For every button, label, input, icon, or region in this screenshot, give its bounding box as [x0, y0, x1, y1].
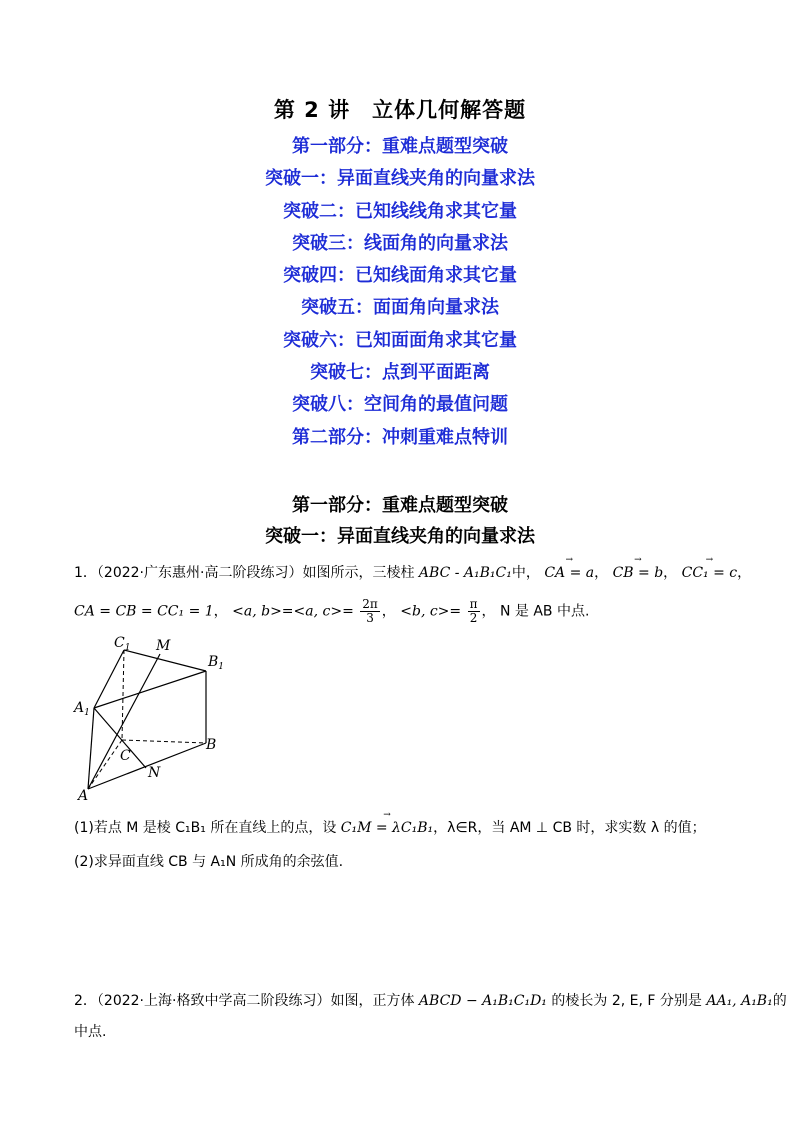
fraction-2pi-over-3 [360, 598, 380, 625]
frac-den: 3 [366, 611, 374, 626]
q1-zhong: 中， [511, 565, 540, 581]
toc-item-breakthrough-1[interactable]: 突破一：异面直线夹角的向量求法 [265, 168, 535, 189]
hidden-edge-c-b [122, 740, 206, 743]
toc-item-breakthrough-6[interactable]: 突破六：已知面面角求其它量 [283, 330, 517, 351]
edge-a1-a [88, 708, 94, 789]
q1-line-1 [74, 562, 751, 582]
q2-text: 的棱长为 2, E, F 分别是 [551, 993, 702, 1009]
q1-comma: ， [213, 603, 228, 620]
q2-line-2: 中点. [74, 1024, 107, 1040]
q1-line-2 [74, 598, 589, 625]
q2-source: （2022·上海·格致中学高二阶段练习）如图，正方体 [96, 993, 415, 1009]
label-n: N [148, 765, 161, 781]
fraction-pi-over-2 [468, 598, 480, 625]
q2-edges: AA₁, A₁B₁ [706, 993, 773, 1009]
toc-item-breakthrough-7[interactable]: 突破七：点到平面距离 [310, 362, 490, 383]
label-m: M [156, 638, 171, 654]
label-c1: $C_1$ [114, 636, 131, 653]
toc-item-part-two[interactable]: 第二部分：冲刺重难点特训 [292, 427, 508, 448]
frac-num: 2π [362, 597, 378, 611]
frac-num: π [469, 597, 478, 611]
edge-a-b [88, 743, 206, 789]
q1-vector-b: → CB = b [613, 565, 664, 581]
q2-text-tail: 的 [772, 993, 787, 1009]
label-b1: $B_1$ [208, 654, 225, 672]
toc-item-breakthrough-5[interactable]: 突破五：面面角向量求法 [301, 297, 499, 318]
q1-comma: ， [663, 565, 678, 581]
q2-line-1 [74, 990, 787, 1010]
q1-number: 1． [74, 565, 97, 581]
label-a: A [78, 788, 89, 804]
q1-vector-c: → CC₁ = c [682, 565, 738, 581]
q1-comma: ， [481, 603, 496, 620]
q1-comma: ， [594, 565, 609, 581]
label-a1: $A_1$ [74, 700, 90, 718]
q1-comma: ， [381, 603, 396, 620]
q1-n-midpoint: N 是 AB 中点. [499, 603, 590, 620]
q1-part-1 [74, 817, 706, 837]
prism-figure [70, 636, 230, 806]
toc-item-breakthrough-4[interactable]: 突破四：已知线面角求其它量 [283, 265, 517, 286]
q1-angle-ab-ac: <a, b>=<a, c>= [232, 603, 354, 620]
q1-vector-a: → CA = a [544, 565, 594, 581]
q1-part1-text: (1)若点 M 是棱 C₁B₁ 所在直线上的点，设 [74, 820, 341, 836]
q2-number: 2． [74, 993, 97, 1009]
toc-item-part-one[interactable]: 第一部分：重难点题型突破 [292, 136, 508, 157]
q1-angle-bc: <b, c>= [400, 603, 462, 620]
q1-source: （2022·广东惠州·高二阶段练习）如图所示，三棱柱 [96, 565, 415, 581]
q1-comma: ， [737, 565, 752, 581]
hidden-edge-c1-c [122, 650, 124, 740]
q1-prism: ABC - A₁B₁C₁ [418, 565, 512, 581]
q1-part1-tail: ，λ∈R，当 AM ⊥ CB 时，求实数 λ 的值； [433, 820, 706, 836]
label-c: C [120, 748, 131, 764]
toc-item-breakthrough-8[interactable]: 突破八：空间角的最值问题 [292, 394, 508, 415]
hidden-edge-c-a [88, 740, 122, 789]
q2-cube: ABCD − A₁B₁C₁D₁ [418, 993, 547, 1009]
lecture-title: 第 2 讲 立体几何解答题 [273, 98, 527, 122]
subsection-heading: 突破一：异面直线夹角的向量求法 [265, 526, 535, 547]
toc-item-breakthrough-2[interactable]: 突破二：已知线线角求其它量 [283, 201, 517, 222]
section-heading: 第一部分：重难点题型突破 [292, 495, 508, 516]
q1-part1-vector: → C₁M = λC₁B₁ [341, 820, 433, 836]
q1-part-2: (2)求异面直线 CB 与 A₁N 所成角的余弦值. [74, 854, 344, 870]
frac-den: 2 [469, 611, 478, 626]
q1-lengths: CA = CB = CC₁ = 1 [74, 603, 214, 620]
toc-item-breakthrough-3[interactable]: 突破三：线面角的向量求法 [292, 233, 508, 254]
label-b: B [206, 737, 217, 753]
